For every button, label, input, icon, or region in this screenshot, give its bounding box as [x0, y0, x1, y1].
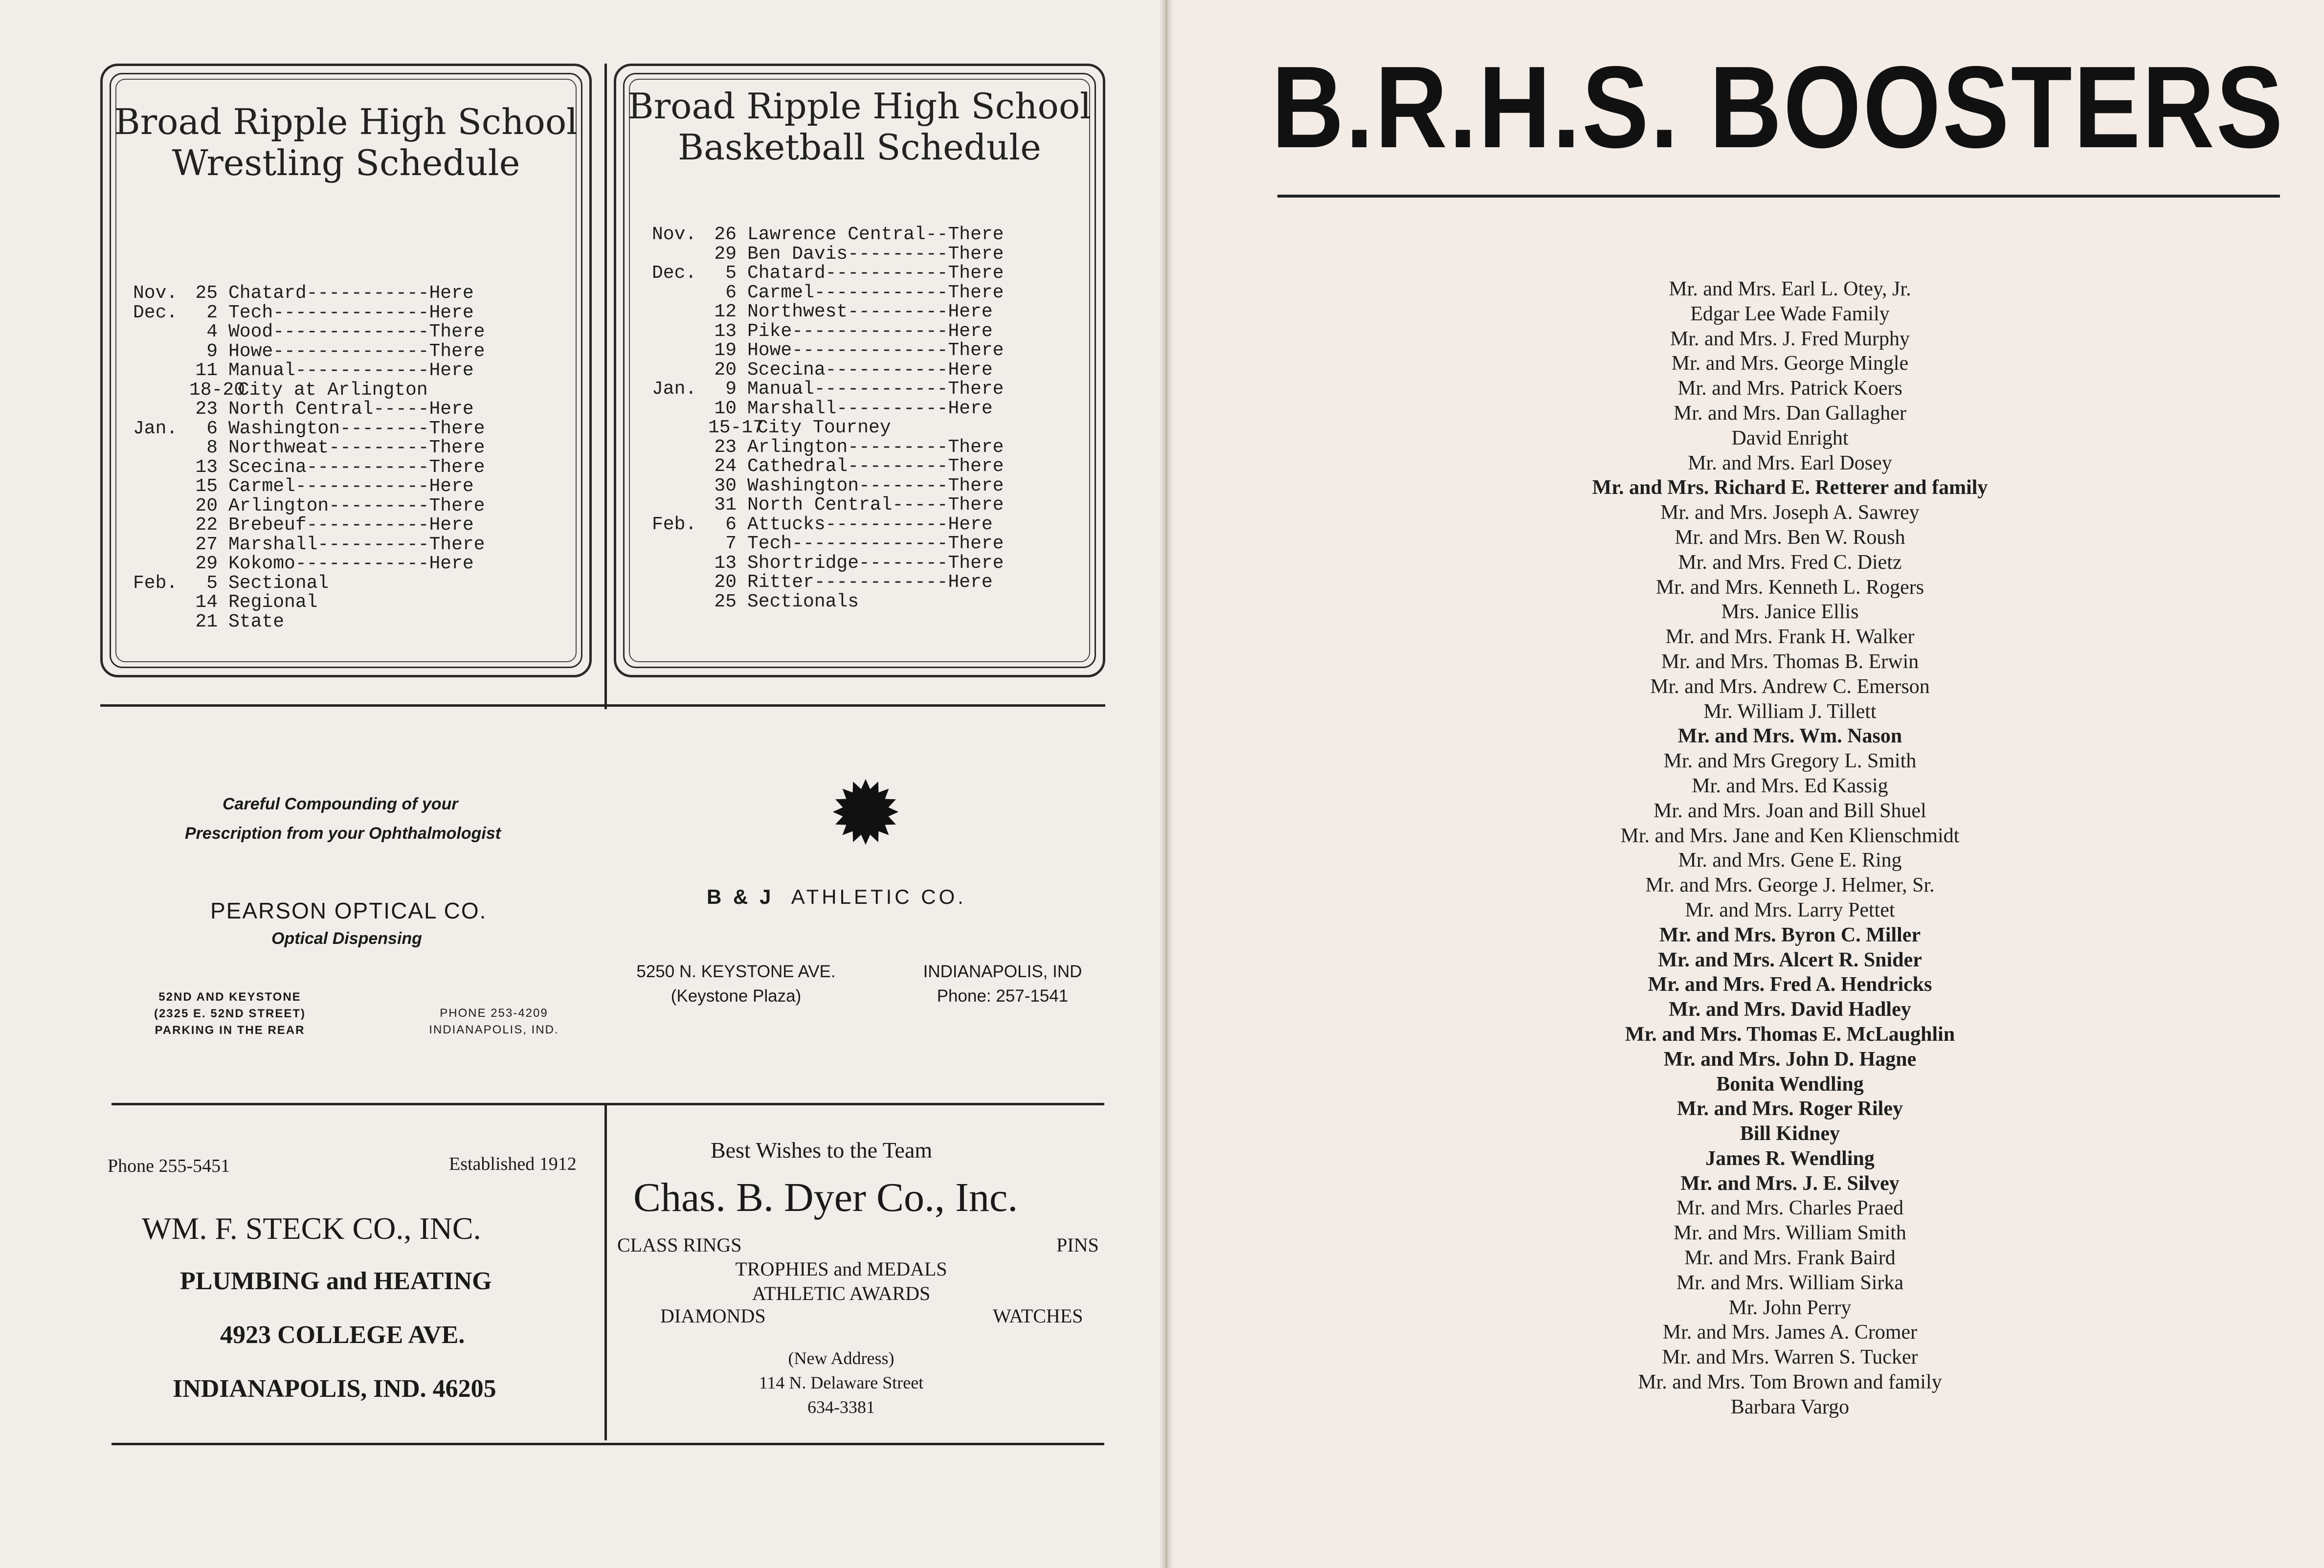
- row-month: [133, 612, 194, 632]
- schedule-row: [652, 495, 1011, 515]
- basketball-rows: [652, 225, 1011, 611]
- booster-name: Mr. and Mrs. Fred C. Dietz: [1678, 551, 1902, 574]
- row-day: 9: [206, 340, 218, 362]
- pearson-tagline-2: Prescription from your Ophthalmologist: [185, 824, 501, 843]
- row-opponent: Wood--------------: [228, 321, 429, 342]
- schedule-row: [133, 496, 492, 516]
- booster-name: David Enright: [1731, 426, 1849, 449]
- schedule-row: [652, 283, 1011, 303]
- booster-name: Mr. William J. Tillett: [1703, 700, 1877, 723]
- row-month: Nov.: [133, 283, 178, 304]
- row-month: [652, 322, 713, 341]
- row-day: 29: [714, 243, 737, 265]
- row-location: There: [948, 552, 1004, 574]
- row-opponent: Washington--------: [747, 475, 948, 496]
- ads-middle-rule: [112, 1103, 1104, 1105]
- row-month: [652, 399, 713, 419]
- row-opponent: North Central-----: [228, 399, 429, 420]
- booster-name: Mr. and Mrs. Ben W. Roush: [1675, 526, 1905, 549]
- row-day: 25: [714, 591, 737, 612]
- steck-line-3: INDIANAPOLIS, IND. 46205: [173, 1375, 496, 1403]
- row-month: [652, 495, 713, 515]
- row-day: 24: [714, 456, 737, 477]
- booster-name: Mr. and Mrs. Andrew C. Emerson: [1650, 675, 1930, 698]
- row-location: There: [429, 495, 485, 516]
- row-day: 18-20: [189, 379, 246, 401]
- row-location: Here: [948, 514, 993, 535]
- row-month: [652, 554, 713, 573]
- row-opponent: Marshall----------: [228, 534, 429, 555]
- booster-name: Mr. and Mrs. Earl Dosey: [1688, 451, 1892, 474]
- dyer-watches: WATCHES: [993, 1305, 1083, 1327]
- schedule-row: [652, 399, 1011, 419]
- steck-name: WM. F. STECK CO., INC.: [142, 1211, 481, 1246]
- row-location: Here: [429, 360, 474, 381]
- row-location: There: [948, 494, 1004, 515]
- row-opponent: Carmel------------: [228, 476, 429, 497]
- row-location: Here: [948, 398, 993, 419]
- booster-name: Mr. and Mrs. Gene E. Ring: [1678, 849, 1902, 872]
- starburst-logo-icon: [831, 778, 900, 846]
- pearson-sub: Optical Dispensing: [271, 929, 422, 948]
- row-month: [133, 381, 194, 400]
- row-month: [652, 573, 713, 592]
- row-day: 13: [714, 552, 737, 574]
- booster-name: Mr. and Mrs. Patrick Koers: [1677, 377, 1902, 400]
- booster-name: Mr. and Mrs. Thomas B. Erwin: [1661, 650, 1919, 673]
- row-location: Here: [429, 476, 474, 497]
- row-location: There: [429, 456, 485, 478]
- row-opponent: Attucks-----------: [747, 514, 948, 535]
- page-gutter: [1159, 0, 1174, 1568]
- row-day: 21: [195, 611, 218, 632]
- booster-name: Mr. and Mrs. Joan and Bill Shuel: [1654, 799, 1926, 822]
- row-month: [133, 554, 194, 574]
- row-opponent: Manual------------: [747, 379, 948, 400]
- row-location: There: [429, 418, 485, 439]
- basketball-schedule-box: [614, 64, 1105, 677]
- row-opponent: Northweat---------: [228, 437, 429, 458]
- booster-name: Mrs. Janice Ellis: [1721, 601, 1859, 624]
- row-opponent: Howe--------------: [228, 340, 429, 362]
- row-day: 15: [195, 476, 218, 497]
- row-location: Here: [429, 553, 474, 574]
- schedule-row: [652, 322, 1011, 341]
- row-month: [652, 534, 713, 554]
- row-opponent: Lawrence Central--: [747, 224, 948, 245]
- row-location: Here: [429, 302, 474, 323]
- schedule-row: [652, 302, 1011, 322]
- booster-name: Bill Kidney: [1740, 1122, 1840, 1145]
- row-location: There: [948, 243, 1004, 265]
- row-day: 26: [714, 224, 737, 245]
- row-day: 15-17: [708, 417, 764, 438]
- row-opponent: North Central-----: [747, 494, 948, 515]
- row-month: Dec.: [652, 263, 697, 284]
- bj-name: B & J ATHLETIC CO.: [707, 885, 966, 908]
- row-opponent: Kokomo------------: [228, 553, 429, 574]
- schedule-row: [133, 322, 492, 342]
- row-location: Here: [948, 359, 993, 381]
- ads-bottom-divider: [604, 1103, 607, 1440]
- booster-name: Mr. and Mrs. Frank H. Walker: [1665, 626, 1915, 649]
- pearson-tagline-1: Careful Compounding of your: [223, 795, 458, 813]
- booster-name: Mr. and Mrs. Dan Gallagher: [1674, 402, 1906, 425]
- schedule-row: [652, 554, 1011, 573]
- row-opponent: Carmel------------: [747, 282, 948, 303]
- row-month: Feb.: [133, 572, 178, 594]
- row-location: Here: [948, 320, 993, 342]
- dyer-diamonds: DIAMONDS: [660, 1305, 766, 1327]
- wrestling-rows: [133, 284, 492, 631]
- row-day: 6: [725, 514, 737, 535]
- schedule-row: [652, 245, 1011, 264]
- row-month: [652, 438, 713, 457]
- row-month: [133, 477, 194, 496]
- row-month: [652, 360, 713, 380]
- booster-name: Mr. and Mrs. George Mingle: [1671, 352, 1909, 375]
- row-day: 6: [725, 282, 737, 303]
- row-day: 20: [714, 359, 737, 381]
- schedule-row: [652, 341, 1011, 360]
- row-location: There: [429, 534, 485, 555]
- schedule-row: [133, 535, 492, 555]
- schedule-row: [133, 438, 492, 458]
- row-day: 31: [714, 494, 737, 515]
- row-opponent: Arlington---------: [747, 436, 948, 458]
- pearson-name: PEARSON OPTICAL CO.: [210, 898, 487, 923]
- schedule-row: [652, 457, 1011, 476]
- row-day: 30: [714, 475, 737, 496]
- steck-line-2: 4923 COLLEGE AVE.: [220, 1321, 465, 1349]
- row-month: [133, 322, 194, 342]
- booster-name: Mr. and Mrs. J. E. Silvey: [1680, 1172, 1899, 1195]
- booster-name: Mr. and Mrs. John D. Hagne: [1663, 1048, 1917, 1071]
- row-day: 29: [195, 553, 218, 574]
- row-day: 4: [206, 321, 218, 342]
- row-opponent: Howe--------------: [747, 340, 948, 361]
- booster-name: Mr. and Mrs. Frank Baird: [1684, 1247, 1896, 1270]
- schedule-row: [652, 225, 1011, 245]
- row-month: [133, 535, 194, 555]
- row-location: There: [429, 437, 485, 458]
- schedule-bottom-rule: [100, 704, 1105, 707]
- schedule-row: [652, 573, 1011, 592]
- schedule-row: [133, 612, 492, 632]
- dyer-pins: PINS: [1056, 1234, 1099, 1256]
- schedule-row: [133, 554, 492, 574]
- row-opponent: Shortridge--------: [747, 552, 948, 574]
- row-day: 6: [206, 418, 218, 439]
- schedule-row: [133, 400, 492, 419]
- booster-name: Mr. and Mrs. Fred A. Hendricks: [1648, 973, 1932, 996]
- schedule-row: [133, 593, 492, 612]
- booster-name: Mr. and Mrs. Alcert R. Snider: [1658, 948, 1922, 971]
- row-location: There: [948, 456, 1004, 477]
- row-opponent: State: [228, 611, 285, 632]
- row-day: 12: [714, 301, 737, 322]
- row-day: 2: [206, 302, 218, 323]
- row-day: 23: [195, 399, 218, 420]
- steck-phone: Phone 255-5451: [108, 1156, 230, 1176]
- row-opponent: Brebeuf-----------: [228, 515, 429, 536]
- row-opponent: Arlington---------: [228, 495, 429, 516]
- booster-name: Mr. and Mrs. Thomas E. McLaughlin: [1625, 1023, 1955, 1046]
- row-month: [652, 245, 713, 264]
- schedule-row: [652, 534, 1011, 554]
- boosters-list: [1457, 277, 2123, 1420]
- booster-name: Mr. and Mrs. Ed Kassig: [1692, 774, 1888, 797]
- steck-line-1: PLUMBING and HEATING: [180, 1267, 492, 1295]
- booster-name: Mr. and Mrs. Charles Praed: [1676, 1197, 1904, 1220]
- row-day: 9: [725, 379, 737, 400]
- row-month: [133, 593, 194, 612]
- schedule-row: [133, 574, 492, 593]
- row-opponent: Regional: [228, 592, 318, 613]
- row-day: 5: [725, 263, 737, 284]
- row-day: 22: [195, 515, 218, 536]
- row-location: There: [948, 533, 1004, 554]
- bj-city-phone: INDIANAPOLIS, IND Phone: 257-1541: [923, 962, 1082, 1006]
- row-day: 20: [714, 572, 737, 593]
- row-opponent: Northwest---------: [747, 301, 948, 322]
- wrestling-title: Broad Ripple High School Wrestling Schedule: [114, 101, 578, 183]
- row-month: [652, 457, 713, 476]
- row-month: [652, 592, 713, 612]
- booster-name: Mr. and Mrs. Roger Riley: [1677, 1098, 1903, 1120]
- row-day: 23: [714, 436, 737, 458]
- row-location: There: [948, 224, 1004, 245]
- boosters-title: B.R.H.S. BOOSTERS: [1272, 43, 2285, 172]
- row-month: [133, 458, 194, 477]
- booster-name: James R. Wendling: [1705, 1147, 1875, 1170]
- booster-name: Bonita Wendling: [1716, 1073, 1864, 1096]
- row-day: 7: [725, 533, 737, 554]
- row-day: 11: [195, 360, 218, 381]
- row-location: There: [948, 436, 1004, 458]
- row-day: 20: [195, 495, 218, 516]
- row-location: There: [429, 340, 485, 362]
- row-opponent: Ritter------------: [747, 572, 948, 593]
- row-opponent: Ben Davis---------: [747, 243, 948, 265]
- booster-name: Mr. and Mrs. David Hadley: [1669, 998, 1911, 1021]
- steck-established: Established 1912: [449, 1154, 577, 1174]
- row-location: Here: [948, 572, 993, 593]
- booster-name: Mr. and Mrs. Joseph A. Sawrey: [1660, 501, 1920, 524]
- schedule-row: [652, 418, 1011, 438]
- booster-name: Mr. and Mrs. Tom Brown and family: [1638, 1371, 1942, 1394]
- pearson-address: 52ND AND KEYSTONE (2325 E. 52ND STREET) PARKING IN THE REAR: [154, 990, 306, 1037]
- schedule-row: [652, 592, 1011, 612]
- row-month: Nov.: [652, 224, 697, 245]
- row-month: [652, 418, 713, 438]
- dyer-name: Chas. B. Dyer Co., Inc.: [633, 1175, 1018, 1220]
- dyer-address: (New Address) 114 N. Delaware Street 634-3381: [759, 1348, 924, 1417]
- booster-name: Mr. and Mrs. Earl L. Otey, Jr.: [1669, 278, 1911, 300]
- row-opponent: Chatard-----------: [747, 263, 948, 284]
- dyer-wish: Best Wishes to the Team: [711, 1138, 933, 1163]
- row-month: Jan.: [652, 379, 697, 400]
- row-opponent: Chatard-----------: [228, 283, 429, 304]
- row-day: 13: [195, 456, 218, 478]
- schedule-row: [652, 476, 1011, 496]
- row-location: Here: [429, 515, 474, 536]
- row-month: [133, 342, 194, 361]
- schedule-row: [652, 380, 1011, 399]
- booster-name: Mr. and Mrs. Warren S. Tucker: [1662, 1346, 1918, 1369]
- schedule-row: [133, 361, 492, 381]
- booster-name: Edgar Lee Wade Family: [1690, 302, 1890, 325]
- booster-name: Mr. and Mrs. Byron C. Miller: [1659, 923, 1921, 946]
- row-opponent: Manual------------: [228, 360, 429, 381]
- row-month: [133, 400, 194, 419]
- booster-name: Mr. and Mrs. Larry Pettet: [1685, 898, 1895, 921]
- row-month: Feb.: [652, 514, 697, 535]
- booster-name: Mr. and Mrs. Jane and Ken Klienschmidt: [1620, 824, 1960, 847]
- row-month: Jan.: [133, 418, 178, 439]
- schedule-row: [133, 477, 492, 496]
- row-location: There: [948, 475, 1004, 496]
- row-month: [652, 476, 713, 496]
- booster-name: Mr. and Mrs. Richard E. Retterer and family: [1592, 476, 1988, 499]
- booster-name: Mr. and Mrs. Wm. Nason: [1677, 725, 1902, 748]
- row-location: Here: [948, 301, 993, 322]
- basketball-title: Broad Ripple High School Basketball Schedule: [627, 86, 1092, 168]
- ads-bottom-rule: [112, 1443, 1104, 1445]
- schedule-row: [133, 342, 492, 361]
- wrestling-schedule-box: [100, 64, 592, 677]
- row-opponent: City at Arlington: [238, 379, 428, 401]
- booster-name: Mr. and Mrs. George J. Helmer, Sr.: [1645, 874, 1935, 897]
- row-opponent: Scecina-----------: [747, 359, 948, 381]
- row-day: 19: [714, 340, 737, 361]
- row-opponent: Marshall----------: [747, 398, 948, 419]
- pearson-phone-city: PHONE 253-4209 INDIANAPOLIS, IND.: [429, 1007, 559, 1036]
- booster-name: Mr. John Perry: [1728, 1296, 1852, 1319]
- row-location: There: [429, 321, 485, 342]
- row-day: 25: [195, 283, 218, 304]
- row-day: 10: [714, 398, 737, 419]
- boosters-title-rule: [1277, 195, 2280, 198]
- row-month: Dec.: [133, 302, 178, 323]
- row-day: 8: [206, 437, 218, 458]
- row-opponent: Pike--------------: [747, 320, 948, 342]
- row-opponent: Washington--------: [228, 418, 429, 439]
- schedule-row: [652, 515, 1011, 535]
- row-month: [652, 302, 713, 322]
- row-month: [133, 496, 194, 516]
- schedule-row: [133, 458, 492, 477]
- row-month: [133, 515, 194, 535]
- row-day: 14: [195, 592, 218, 613]
- row-location: Here: [429, 283, 474, 304]
- booster-name: Mr. and Mrs Gregory L. Smith: [1663, 750, 1917, 773]
- row-opponent: Cathedral---------: [747, 456, 948, 477]
- booster-name: Mr. and Mrs. J. Fred Murphy: [1670, 327, 1910, 350]
- booster-name: Mr. and Mrs. Kenneth L. Rogers: [1655, 576, 1924, 599]
- booster-name: Mr. and Mrs. James A. Cromer: [1662, 1321, 1918, 1344]
- booster-name: Barbara Vargo: [1730, 1395, 1850, 1418]
- row-opponent: City Tourney: [757, 417, 891, 438]
- row-day: 5: [206, 572, 218, 594]
- row-location: There: [948, 282, 1004, 303]
- row-location: There: [948, 379, 1004, 400]
- row-day: 13: [714, 320, 737, 342]
- row-month: [133, 361, 194, 381]
- row-location: There: [948, 263, 1004, 284]
- row-opponent: Sectionals: [747, 591, 859, 612]
- booster-name: Mr. and Mrs. William Smith: [1674, 1222, 1906, 1245]
- schedule-row: [652, 264, 1011, 283]
- row-location: There: [948, 340, 1004, 361]
- row-month: [652, 283, 713, 303]
- schedule-row: [133, 303, 492, 323]
- booster-name: Mr. and Mrs. William Sirka: [1676, 1271, 1904, 1294]
- schedule-row: [133, 515, 492, 535]
- row-opponent: Scecina-----------: [228, 456, 429, 478]
- row-location: Here: [429, 399, 474, 420]
- dyer-class-rings: CLASS RINGS: [617, 1234, 742, 1256]
- row-day: 27: [195, 534, 218, 555]
- row-opponent: Tech--------------: [747, 533, 948, 554]
- row-month: [652, 341, 713, 360]
- row-opponent: Tech--------------: [228, 302, 429, 323]
- schedule-row: [133, 419, 492, 439]
- dyer-center: TROPHIES and MEDALS ATHLETIC AWARDS: [735, 1258, 947, 1304]
- schedule-row: [652, 438, 1011, 457]
- schedule-row: [652, 360, 1011, 380]
- schedule-row: [133, 284, 492, 303]
- schedule-divider: [604, 64, 607, 709]
- row-opponent: Sectional: [228, 572, 329, 594]
- bj-address: 5250 N. KEYSTONE AVE. (Keystone Plaza): [636, 962, 836, 1006]
- schedule-row: [133, 381, 492, 400]
- row-month: [133, 438, 194, 458]
